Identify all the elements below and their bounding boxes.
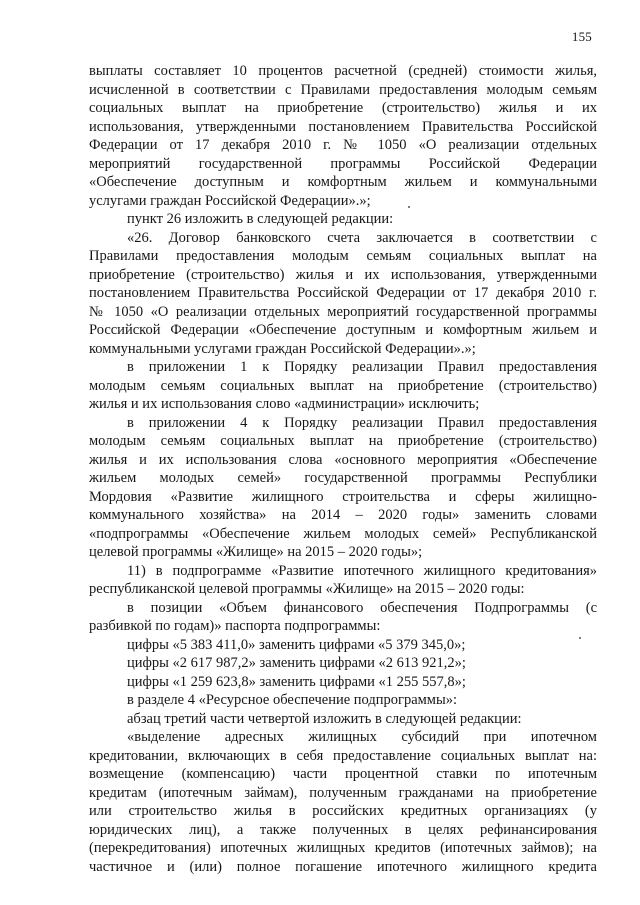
text-line: постановлением Правительства Российской Федерации от 17 декабря 2010 г. — [89, 285, 597, 301]
text-line: «выделение адресных жилищных субсидий при ипотечном — [127, 729, 597, 745]
text-line: абзац третий части четвертой изложить в следующей редакции: — [127, 710, 522, 727]
text-line: Федерации от 17 декабря 2010 г. № 1050 «О реализации отдельных — [89, 137, 597, 153]
text-line: в позиции «Объем финансового обеспечения Подпрограммы (с — [127, 599, 597, 616]
text-line: приобретение (строительство) жилья и их использования, утвержденными — [89, 266, 597, 283]
text-line: коммунального хозяйства» на 2014 – 2020 годы» заменить словами — [89, 507, 597, 523]
text-line: социальных выплат на приобретение (строительство) жилья и их — [89, 100, 597, 116]
text-line: «Обеспечение доступным и комфортным жильем и коммунальными — [89, 174, 597, 190]
text-line: «подпрограммы «Обеспечение жильем молодых семей» Республиканской — [89, 525, 597, 542]
text-line: молодым семьям социальных выплат на приобретение (строительство) — [89, 377, 597, 394]
text-line: целевой программы «Жилище» на 2015 – 2020 годы»; — [89, 544, 423, 560]
text-line: в приложении 4 к Порядку реализации Правил предоставления — [127, 414, 597, 431]
text-line: юридических лиц), а также полученных в целях рефинансирования — [89, 821, 597, 838]
text-line: использования, утвержденными постановлением Правительства Российской — [89, 118, 597, 135]
text-line: услугами граждан Российской Федерации».»; — [89, 192, 371, 209]
text-line: выплаты составляет 10 процентов расчетной (средней) стоимости жилья, — [89, 63, 597, 79]
text-line: или строительство жилья в российских кредитных организациях (у — [89, 803, 597, 819]
text-line: жилья и их использования слово «администрации» исключить; — [89, 396, 480, 412]
text-line: № 1050 «О реализации отдельных мероприятий государственной программы — [89, 303, 597, 320]
text-line: в разделе 4 «Ресурсное обеспечение подпрограммы»: — [127, 692, 458, 708]
text-line: Российской Федерации «Обеспечение доступным и комфортным жильем и — [89, 322, 597, 338]
text-line: возмещение (компенсацию) части процентной ставки по ипотечным — [89, 766, 597, 782]
text-line: цифры «1 259 623,8» заменить цифрами «1 255 557,8»; — [127, 673, 466, 690]
text-line: пункт 26 изложить в следующей редакции: — [127, 211, 394, 227]
text-line: коммунальными услугами граждан Российской Федерации».»; — [89, 340, 476, 357]
text-line: цифры «5 383 411,0» заменить цифрами «5 379 345,0»; — [127, 636, 466, 653]
text-line: исчисленной в соответствии с Правилами предоставления молодым семьям — [89, 81, 597, 98]
text-line: разбивкой по годам)» паспорта подпрограммы: — [89, 618, 381, 634]
scan-speck — [408, 206, 410, 208]
text-line: кредитовании, включающих в себя предоставление социальных выплат на: — [89, 747, 597, 764]
text-line: жильем молодых семей» государственной программы Республики — [89, 470, 597, 486]
text-line: молодым семьям социальных выплат на приобретение (строительство) — [89, 433, 597, 449]
text-line: 11) в подпрограмме «Развитие ипотечного жилищного кредитования» — [127, 562, 597, 579]
text-line: Мордовия «Развитие жилищного строительства и сферы жилищно- — [89, 488, 597, 505]
scan-speck — [579, 637, 581, 639]
text-line: Правилами предоставления молодым семьям социальных выплат на — [89, 248, 597, 264]
text-line: мероприятий государственной программы Российской Федерации — [89, 155, 597, 172]
text-line: республиканской целевой программы «Жилище» на 2015 – 2020 годы: — [89, 581, 525, 597]
text-line: в приложении 1 к Порядку реализации Правил предоставления — [127, 359, 597, 375]
text-line: жилья и их использования слова «основного мероприятия «Обеспечение — [89, 451, 597, 468]
text-line: частичное и (или) полное погашение ипотечного жилищного кредита — [89, 858, 597, 875]
text-line: «26. Договор банковского счета заключается в соответствии с — [127, 229, 597, 246]
page-number: 155 — [571, 29, 592, 44]
body-text — [89, 62, 597, 876]
text-line: кредитам (ипотечным займам), полученным гражданами на приобретение — [89, 784, 597, 801]
text-line: цифры «2 617 987,2» заменить цифрами «2 613 921,2»; — [127, 655, 466, 671]
text-line: (перекредитования) ипотечных жилищных кредитов (ипотечных займов); на — [89, 840, 597, 856]
